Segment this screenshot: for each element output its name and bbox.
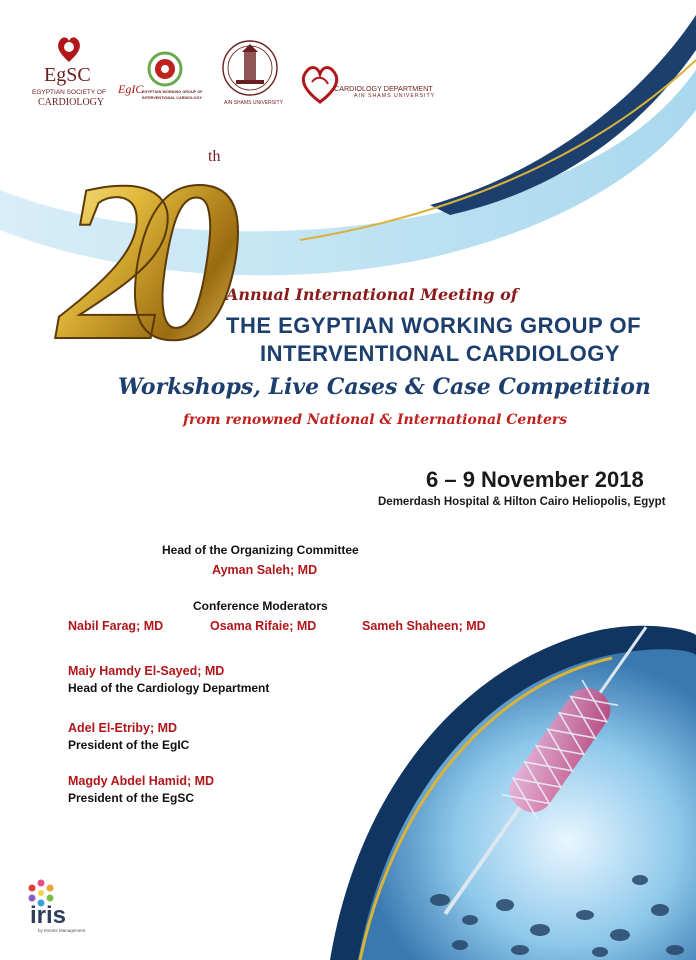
egic-logo [118, 50, 203, 110]
egsc-logo [30, 34, 108, 110]
cardio-dept-line1: CARDIOLOGY DEPARTMENT [334, 84, 433, 93]
title-line-1: THE EGYPTIAN WORKING GROUP OF [226, 313, 642, 338]
anniversary-number-text: 20 [58, 138, 196, 360]
cardio-dept-line2: AIN SHAMS UNIVERSITY [354, 93, 436, 99]
iris-tagline: by Events Management [38, 928, 86, 933]
asu-logo [218, 38, 282, 110]
egsc-line3: CARDIOLOGY [38, 97, 105, 108]
subtitle: Workshops, Live Cases & Case Competition [118, 374, 651, 400]
egsc-line2: EGYPTIAN SOCIETY OF [32, 89, 106, 96]
person-name: Magdy Abdel Hamid; MD [68, 774, 215, 788]
asu-emblem-icon [220, 38, 280, 98]
egsc-abbr: EgSC [44, 64, 91, 86]
anniversary-number [50, 138, 240, 360]
event-venue: Demerdash Hospital & Hilton Cairo Heliopolis, Egypt [378, 496, 666, 508]
heart-emblem-icon [56, 34, 82, 64]
egic-emblem-icon [146, 50, 184, 88]
event-dates: 6 – 9 November 2018 [426, 467, 644, 492]
asu-label: AIN SHAMS UNIVERSITY [224, 100, 283, 106]
iris-logo [24, 878, 104, 938]
person-role: President of the EgIC [68, 738, 190, 752]
person-name: Adel El-Etriby; MD [68, 721, 178, 735]
person-role: President of the EgSC [68, 791, 195, 805]
from-centers-line: from renowned National & International Centers [183, 412, 568, 428]
egic-abbr: EgIC [118, 82, 144, 96]
moderator-name: Nabil Farag; MD [68, 619, 164, 633]
cardiology-dept-logo [298, 62, 458, 108]
person-role: Head of the Cardiology Department [68, 681, 270, 695]
moderator-name: Sameh Shaheen; MD [362, 619, 486, 633]
ordinal-suffix: th [208, 148, 221, 165]
title-line-2: INTERVENTIONAL CARDIOLOGY [260, 341, 621, 366]
head-committee-label: Head of the Organizing Committee [162, 543, 359, 557]
moderators-label: Conference Moderators [193, 599, 328, 613]
iris-wordmark: iris [30, 902, 67, 929]
person-name: Maiy Hamdy El-Sayed; MD [68, 664, 225, 678]
egic-line1: EGYPTIAN WORKING GROUP OF [142, 90, 203, 94]
egic-line2: INTERVENTIONAL CARDIOLOGY [142, 96, 202, 100]
head-committee-name: Ayman Saleh; MD [212, 563, 318, 577]
moderator-name: Osama Rifaie; MD [210, 619, 317, 633]
annual-meeting-line: Annual International Meeting of [226, 285, 518, 304]
